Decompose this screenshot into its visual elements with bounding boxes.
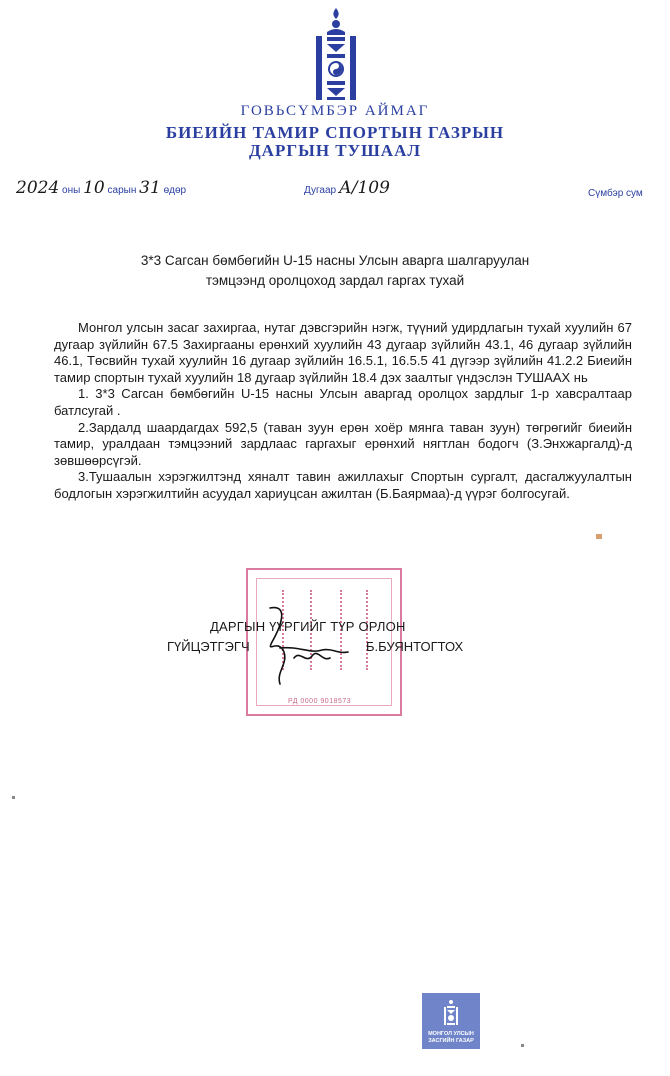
order-item-2: 2.Зардалд шаардагдах 592,5 (таван зуун ерөн хоёр мянга таван зуун) төгрөгийг биеийн тамир, уралдаан тэмцээний зардлаас гаргахыг ерөнхий нягтлан бодогч (З.Энхжаргалд)-д зөвшөөрсүгэй. <box>54 419 632 468</box>
signature-role: ГҮЙЦЭТГЭГЧ <box>167 639 250 654</box>
date-month-suffix: сарын <box>107 185 137 196</box>
order-number-value: А/109 <box>338 178 390 198</box>
date-line <box>16 178 186 198</box>
scan-mark <box>596 534 602 539</box>
date-day: 31 <box>139 178 161 198</box>
preamble-paragraph: Монгол улсын засаг захиргаа, нутаг дэвсгэрийн нэгж, түүний удирдлагын тухай хуулийн 67 дугаар зүйлийн 67.5 Захиргааны ерөнхий хуулийн 43 дугаар зүйлийн 43.1, 46 дугаар зүйлийн 46.1, Төсвийн тухай хуулийн 16 дугаар зүйлийн 16.5.1, 16.5.5 41 дүгээр зүйлийн 41.2.2 Биеийн тамир спортын тухай хуулийн 18 дугаар зүйлийн 18.4 дэх заалтыг үндэслэн ТУШААХ нь <box>54 320 632 385</box>
title-line-2: тэмцээнд оролцоход зардал гаргах тухай <box>205 273 465 288</box>
stamp-serial: РД 0000 9018573 <box>288 698 352 705</box>
document-title <box>60 251 610 291</box>
footer-logo-line-2: ЗАСГИЙН ГАЗАР <box>428 1038 474 1044</box>
order-item-1: 1. 3*3 Сагсан бөмбөгийн U-15 насны Улсын аваргад оролцох зардлыг 1-р хавсралтаар батлсугай . <box>54 386 632 418</box>
order-number-label: Дугаар <box>304 185 337 196</box>
document-type: ДАРГЫН ТУШААЛ <box>248 141 422 160</box>
date-year: 2024 <box>16 178 60 198</box>
government-logo <box>422 993 480 1049</box>
date-day-suffix: өдөр <box>163 185 187 196</box>
signatory-name: Б.БУЯНТОГТОХ <box>366 639 464 654</box>
place-name: Сүмбэр сум <box>588 188 643 199</box>
organization-name: БИЕИЙН ТАМИР СПОРТЫН ГАЗРЫН <box>165 123 505 142</box>
title-line-1: 3*3 Сагсан бөмбөгийн U-15 насны Улсын аварга шалгаруулан <box>140 253 530 268</box>
signature-title: ДАРГЫН ҮҮРГИЙГ ТҮР ОРЛОН <box>210 619 406 634</box>
date-year-suffix: оны <box>62 185 81 196</box>
order-item-3: 3.Тушаалын хэрэгжилтэнд хяналт тавин ажиллахыг Спортын сургалт, дасгалжуулалтын бодлогын хэрэгжилтийн асуудал хариуцсан ажилтан (Б.Баярмаа)-д үүрэг болгосугай. <box>54 469 632 501</box>
handwritten-signature-icon <box>250 598 360 694</box>
aimag-name: ГОВЬСҮМБЭР АЙМАГ <box>240 103 430 119</box>
scan-mark <box>521 1044 524 1047</box>
order-number <box>304 178 390 198</box>
scan-mark <box>12 796 15 799</box>
date-month: 10 <box>83 178 105 198</box>
soyombo-emblem-icon <box>313 6 359 102</box>
document-body <box>54 320 632 503</box>
footer-soyombo-icon <box>444 999 458 1027</box>
footer-logo-line-1: МОНГОЛ УЛСЫН <box>428 1031 474 1037</box>
